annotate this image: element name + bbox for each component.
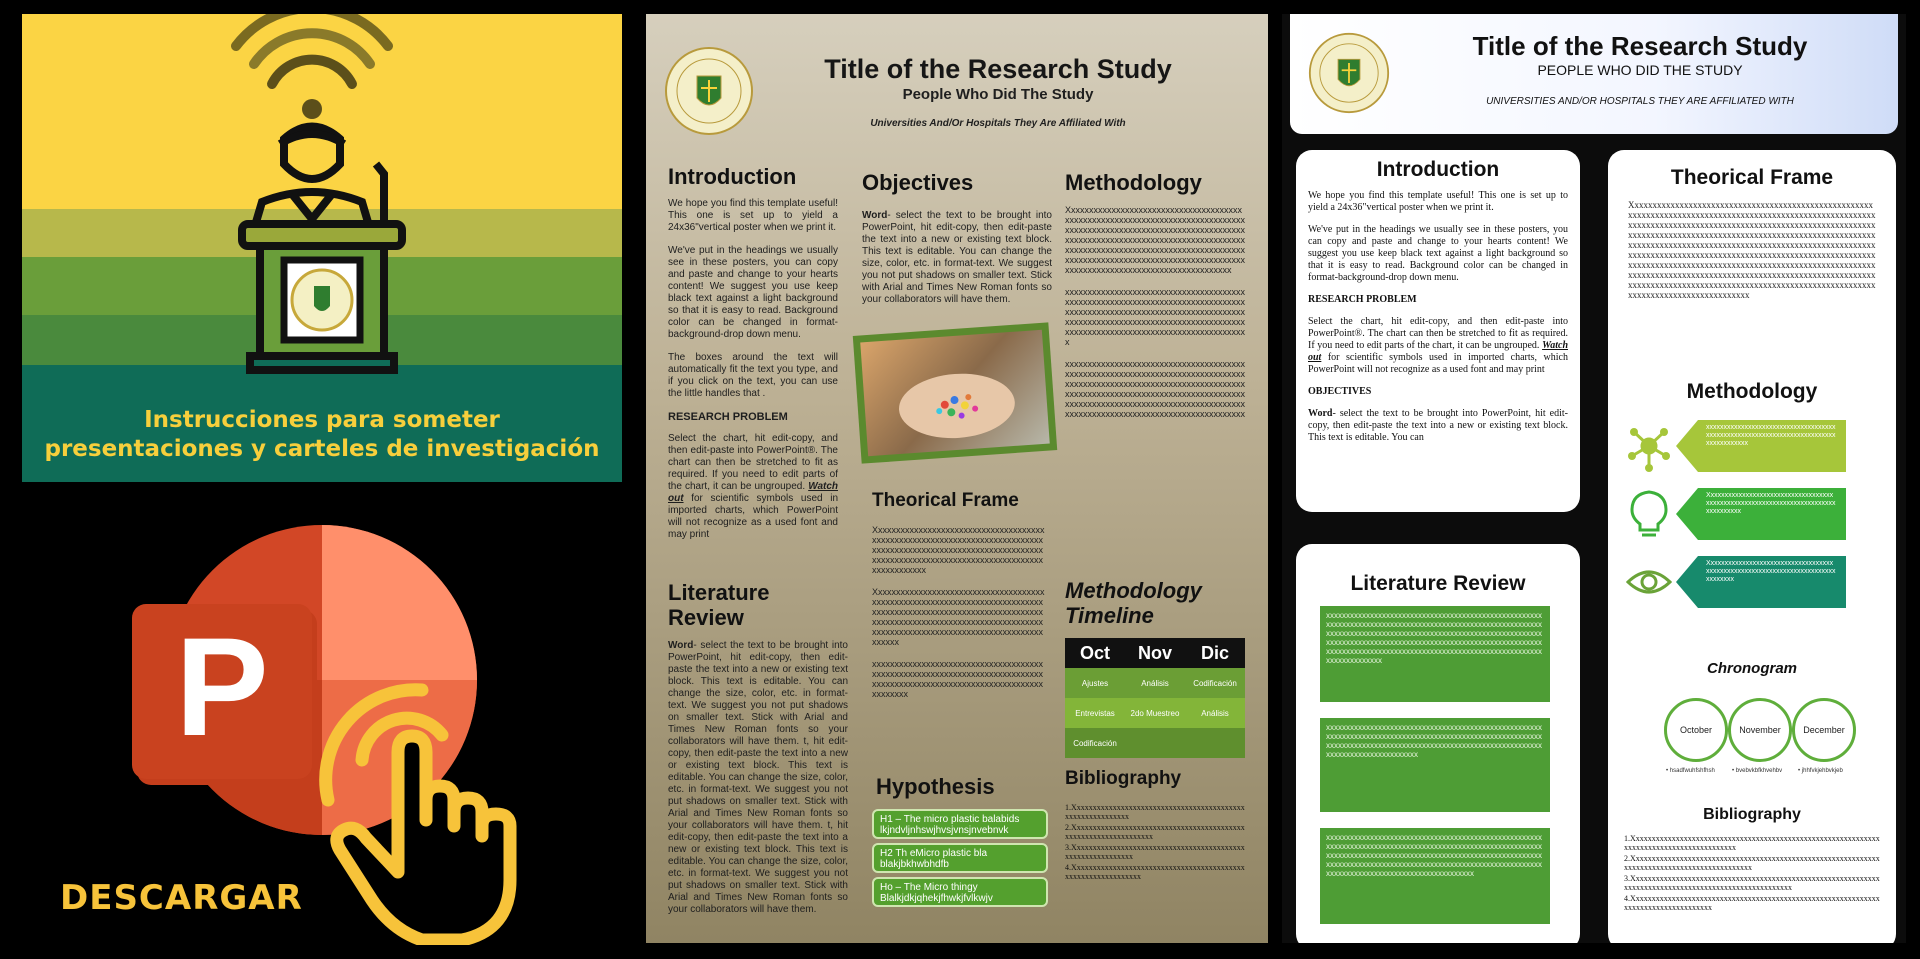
literature-word: Word (668, 640, 694, 651)
chronogram-note: • jhhfvkjehbvkjeb (1798, 768, 1843, 774)
timeline-cell: Análisis (1141, 678, 1169, 688)
university-seal-icon (664, 46, 754, 136)
bibliography-item: 2.Xxxxxxxxxxxxxxxxxxxxxxxxxxxxxxxxxxxxxxxxxxxxxxxxxxxxxxxxxxxxxxxxxxxxxxxxxxxxxxxxxxxxxxxxxxxxxx (1624, 854, 1880, 872)
methodology-x3: xxxxxxxxxxxxxxxxxxxxxxxxxxxxxxxxxxxxxxxxxxxxxxxxxxxxxxxxxxxxxxxxxxxxxxxxxxxxxxxxxxxxxxxxxxxxxxxxxxxxxxxxxxxxxxxxxxxxxxxxxxxxxxxxxxxxxxxxxxxxxxxxxxxxxxxxxxxxxxxxxxxxxxxxxxxxxxxxxxxxxxxxxxxxxxxxxxxxxxxxxxxxxxxxxxxxxxxxxxxxxxxxxxxxxxxxxxxxxxxx (1065, 359, 1245, 419)
methodology-timeline-table (1065, 638, 1245, 758)
objectives-heading: Objectives (862, 170, 974, 195)
instructions-title-line2: presentaciones y carteles de investigación (44, 436, 600, 462)
methodology-row (1626, 556, 1846, 608)
literature-box: xxxxxxxxxxxxxxxxxxxxxxxxxxxxxxxxxxxxxxxxxxxxxxxxxxxxxxxxxxxxxxxxxxxxxxxxxxxxxxxxxxxxxxxxxxxxxxxxxxxxxxxxxxxxxxxxxxxxxxxxxxxxxxxxxxxxxxxxxxxxxxxxxxxxxxxxxxxxxxxxxxxxxxxxxxxxxxxxxxxxxxxxxxxxxxxxxxxxxxxxxxxxxxxxxxxxxxxxxxxxxxxxxxxxxxxxxxxxxxxxxxxxxxxxxxxxx (1320, 828, 1550, 924)
introduction-heading: Introduction (668, 164, 797, 189)
bibliography-heading: Bibliography (1703, 806, 1801, 823)
introduction-p4: Select the chart, hit edit-copy, and then edit-paste into PowerPoint®. The chart can then be stretched to fit as required. If you need to edit parts of the chart, it can be ungrouped. (668, 433, 838, 492)
timeline-row (1065, 728, 1245, 758)
objectives-section (862, 170, 1052, 306)
hypothesis-h2: H2 Th eMicro plastic bla blakjbkhwbhdfb (872, 843, 1048, 873)
methodology-heading: Methodology (1686, 380, 1818, 403)
theorical-methodology-card (1608, 150, 1896, 943)
timeline-cell: Codificación (1073, 738, 1117, 748)
hypothesis-ho: Ho – The Micro thingy Blalkjdkjqhekjfhwkjfvlkwjv (872, 877, 1048, 907)
theorical-x3: xxxxxxxxxxxxxxxxxxxxxxxxxxxxxxxxxxxxxxxxxxxxxxxxxxxxxxxxxxxxxxxxxxxxxxxxxxxxxxxxxxxxxxxxxxxxxxxxxxxxxxxxxxxxxxxxxxxxxxxxxx (872, 659, 1043, 699)
watch-out-text: Watch out (1308, 340, 1569, 363)
objectives-word: Word (862, 210, 888, 221)
methodology-x1: Xxxxxxxxxxxxxxxxxxxxxxxxxxxxxxxxxxxxxxxxxxxxxxxxxxxxxxxxxxxxxxxxxxxxxxxxxxxxxxxxxxxxxxxxxxxxxxxxxxxxxxxxxxxxxxxxxxxxxxxxxxxxxxxxxxxxxxxxxxxxxxxxxxxxxxxxxxxxxxxxxxxxxxxxxxxxxxxxxxxxxxxxxxxxxxxxxxxxxxxxxxxxxxxxxxxxxxxxxxxxxxxxxxxxxxxxxxxxxxxxxxxxxxxxxxxxxxxxxxxxxxxxxxxxxxxxxxxx (1065, 205, 1245, 275)
poster-template-dark[interactable] (1282, 14, 1906, 943)
methodology-timeline-heading (1065, 578, 1245, 628)
objectives-text (862, 210, 1052, 306)
bibliography-list (1624, 834, 1880, 914)
literature-box: xxxxxxxxxxxxxxxxxxxxxxxxxxxxxxxxxxxxxxxxxxxxxxxxxxxxxxxxxxxxxxxxxxxxxxxxxxxxxxxxxxxxxxxxxxxxxxxxxxxxxxxxxxxxxxxxxxxxxxxxxxxxxxxxxxxxxxxxxxxxxxxxxxxxxxxxxxxxxxxxxxxxxxxxxxxxxxxxxxxxxxxxxxxxxxxxxxxxxxxxxxxxxxxxxxxxxxxxxxxxxxxxxxxxxxxxxxxxxxxxxxxxxxxxxxxxxxxxxxxxxxxxxxxxxxxxxxxxxxxxxxxx (1320, 606, 1550, 702)
timeline-cell: Ajustes (1081, 678, 1109, 688)
timeline-month: Dic (1200, 642, 1229, 663)
presenter-podium-icon (22, 14, 622, 374)
microplastics-photo (853, 322, 1057, 463)
objectives-body: - select the text to be brought into PowerPoint, hit edit-copy, then edit-paste the text into a new or existing text block. This text is editable. You can change the size, color, etc. in format-text. We suggest you not put shadows on smaller text. Stick with Arial and Times New Roman fonts so your collaborators will have them. (862, 210, 1052, 305)
poster2-people: PEOPLE WHO DID THE STUDY (1537, 62, 1743, 78)
chronogram-note: • bvebvkbfkhvehbv (1732, 768, 1783, 774)
timeline-cell: Análisis (1201, 708, 1229, 718)
introduction-p2: We've put in the headings we usually see in these posters, you can copy and paste and change to your hearts content! We suggest you use keep black text against a light background so that it is easy to read. Background color can be changed in format-background-drop down menu. (1308, 224, 1568, 283)
university-seal-icon (1308, 32, 1390, 114)
instructions-title-line1: Instrucciones para someter (144, 407, 500, 433)
instructions-title (22, 406, 622, 464)
instructions-banner[interactable] (22, 14, 622, 482)
eye-icon (1626, 556, 1672, 608)
timeline-header-row (1065, 638, 1245, 668)
literature-card (1296, 544, 1580, 943)
research-problem-heading: RESEARCH PROBLEM (1308, 294, 1417, 305)
bibliography-item: 4.Xxxxxxxxxxxxxxxxxxxxxxxxxxxxxxxxxxxxxxxxxxxxxxxxxxxxxxxxxxxxxxxxxxxxxxxxxxxxxxxxxxxx (1624, 894, 1880, 912)
literature-text (668, 640, 848, 916)
bibliography-item: 4.Xxxxxxxxxxxxxxxxxxxxxxxxxxxxxxxxxxxxxxxxxxxxxxxxxxxxxxxxxxxxxx (1065, 863, 1245, 881)
introduction-text (1296, 182, 1580, 462)
literature-heading: Literature Review (1350, 572, 1526, 595)
theorical-x1: Xxxxxxxxxxxxxxxxxxxxxxxxxxxxxxxxxxxxxxxxxxxxxxxxxxxxxxxxxxxxxxxxxxxxxxxxxxxxxxxxxxxxxxxxxxxxxxxxxxxxxxxxxxxxxxxxxxxxxxxxxxxxxxxxxxxxxxxxxxxxxxxxxxxxxxxxxxxxxxxxxxxx (872, 525, 1045, 575)
objectives-body: - select the text to be brought into PowerPoint, hit edit-copy, then edit-paste the text into a new or existing text block. This text is editable. You can (1308, 408, 1568, 443)
timeline-row (1065, 668, 1245, 698)
introduction-p3b: for scientific symbols used in imported charts, which PowerPoint will not recognize as a used font and may print (1308, 352, 1568, 375)
literature-body: - select the text to be brought into PowerPoint, hit edit-copy, then edit-paste the text into a new or existing text block. This text is editable. You can change the size, color, etc. in format-text. We suggest you not put shadows on smaller text. Stick with Arial and Times New Roman fonts so your collaborators will have them. t, hit edit-copy, then edit-paste the text into a new or existing text block. This text is editable. You can change the size, color, etc. in format-text. We suggest you not put shadows on smaller text. Stick with Arial and Times New Roman fonts so your collaborators will have them. t, hit edit-copy, then edit-paste the text into a new or existing text block. This text is editable. You can change the size, color, etc. in format-text. We suggest you not put shadows on smaller text. Stick with Arial and Times New Roman fonts so your collaborators will have them. (668, 640, 848, 915)
bibliography-item: 3.Xxxxxxxxxxxxxxxxxxxxxxxxxxxxxxxxxxxxxxxxxxxxxxxxxxxxxxxxxxxxxxxxxxxxxxxxxxxxxxxxxxxxxxxxxxxxxxxxxxxxxxxx (1624, 874, 1880, 892)
poster2-universities: UNIVERSITIES AND/OR HOSPITALS THEY ARE AFFILIATED WITH (1486, 96, 1794, 107)
watch-out-text: Watch out (668, 481, 839, 504)
literature-box: xxxxxxxxxxxxxxxxxxxxxxxxxxxxxxxxxxxxxxxxxxxxxxxxxxxxxxxxxxxxxxxxxxxxxxxxxxxxxxxxxxxxxxxxxxxxxxxxxxxxxxxxxxxxxxxxxxxxxxxxxxxxxxxxxxxxxxxxxxxxxxxxxxxxxxxxxxxxxxxxxxxxxxxxxxxxxxxxxxxxxxxxx (1320, 718, 1550, 812)
timeline-cell: Codificación (1193, 678, 1237, 688)
lightbulb-icon (1626, 488, 1672, 540)
objectives-heading: OBJECTIVES (1308, 386, 1372, 397)
bibliography-item: 2.Xxxxxxxxxxxxxxxxxxxxxxxxxxxxxxxxxxxxxxxxxxxxxxxxxxxxxxxxxxxxxxxxx (1065, 823, 1245, 841)
timeline-row (1065, 698, 1245, 728)
introduction-card (1296, 150, 1580, 512)
introduction-p1: We hope you find this template useful! This one is set up to yield a 24x36"vertical poster when we print it. (1308, 190, 1568, 213)
hands-with-microplastics-icon (860, 330, 1050, 456)
research-problem-heading: RESEARCH PROBLEM (668, 411, 788, 423)
methodology-row (1626, 420, 1846, 472)
theorical-heading: Theorical Frame (1670, 166, 1834, 189)
introduction-p3: Select the chart, hit edit-copy, and then edit-paste into PowerPoint®. The chart can then be stretched to fit as required. If you need to edit parts of the chart, it can be ungrouped. (1308, 316, 1568, 351)
literature-section (668, 580, 848, 916)
bibliography-item: 1.Xxxxxxxxxxxxxxxxxxxxxxxxxxxxxxxxxxxxxxxxxxxxxxxxxxxxxxxxxxx (1065, 803, 1245, 821)
hands-photo-image (860, 330, 1050, 456)
introduction-section (668, 164, 838, 552)
objectives-word: Word (1308, 408, 1333, 419)
hypothesis-section (872, 774, 1057, 911)
introduction-text (668, 198, 838, 541)
theorical-text: Xxxxxxxxxxxxxxxxxxxxxxxxxxxxxxxxxxxxxxxxxxxxxxxxxxxxxxxxxxxxxxxxxxxxxxxxxxxxxxxxxxxxxxxxxxxxxxxxxxxxxxxxxxxxxxxxxxxxxxxxxxxxxxxxxxxxxxxxxxxxxxxxxxxxxxxxxxxxxxxxxxxxxxxxxxxxxxxxxxxxxxxxxxxxxxxxxxxxxxxxxxxxxxxxxxxxxxxxxxxxxxxxxxxxxxxxxxxxxxxxxxxxxxxxxxxxxxxxxxxxxxxxxxxxxxxxxxxxxxxxxxxxxxxxxxxxxxxxxxxxxxxxxxxxxxxxxxxxxxxxxxxxxxxxxxxxxxxxxxxxxxxxxxxxxxxxxxxxxxxxxxxxxxxxxxxxxxxxxxxxxxxxxxxxxxxxxxxxxxxxxxxxxxxxxxxxxxxxxxxxxxxxxxxxxxxxxxxxxxxxxxxxxxxxxxxxxxxxxxxxxxxxxxxxxxxxxxxxxxxxxxxxxxxxxxxxxxxxxxxxxxxxxxxxxxxxxxxxxxxxx (1628, 200, 1876, 300)
introduction-p2: We've put in the headings we usually see in these posters, you can copy and paste and change to your hearts content! We suggest you use keep black text against a light background so that it is easy to read. Background color can be changed in format-background-drop down menu. (668, 245, 838, 340)
poster2-header (1290, 14, 1898, 134)
hypothesis-h1: H1 – The micro plastic balabids lkjndvljnhswjhvsjvnsjnvebnvk (872, 809, 1048, 839)
methodology-x2: xxxxxxxxxxxxxxxxxxxxxxxxxxxxxxxxxxxxxxxxxxxxxxxxxxxxxxxxxxxxxxxxxxxxxxxxxxxxxxxxxxxxxxxxxxxxxxxxxxxxxxxxxxxxxxxxxxxxxxxxxxxxxxxxxxxxxxxxxxxxxxxxxxxxxxxxxxxxxxxxxxxxxxxxxxxxxxxxxxxxxxxxxxxxxxxxxxxxxxxxx (1065, 287, 1245, 347)
poster1-title: Title of the Research Study (824, 54, 1172, 84)
bibliography-heading: Bibliography (1065, 768, 1182, 789)
bibliography-item: 1.Xxxxxxxxxxxxxxxxxxxxxxxxxxxxxxxxxxxxxxxxxxxxxxxxxxxxxxxxxxxxxxxxxxxxxxxxxxxxxxxxxxxxxxxxxx (1624, 834, 1880, 852)
introduction-p4b: for scientific symbols used in imported charts, which PowerPoint will not recognize as a used font and may print (668, 493, 839, 540)
bibliography-section (1065, 766, 1245, 883)
powerpoint-letter: P (175, 608, 269, 765)
timeline-month: Nov (1137, 642, 1172, 663)
methodology-row-text: Xxxxxxxxxxxxxxxxxxxxxxxxxxxxxxxxxxxxxxxxxxxxxxxxxxxxxxxxxxxxxxxxxxxxxxxxxxxxxxxxx (1706, 560, 1836, 583)
chronogram-month: November (1728, 698, 1792, 762)
theorical-x2: Xxxxxxxxxxxxxxxxxxxxxxxxxxxxxxxxxxxxxxxxxxxxxxxxxxxxxxxxxxxxxxxxxxxxxxxxxxxxxxxxxxxxxxxxxxxxxxxxxxxxxxxxxxxxxxxxxxxxxxxxxxxxxxxxxxxxxxxxxxxxxxxxxxxxxxxxxxxxxxxxxxxxxxxxxxxxxxxxxxxxxxxxxxxxxxxxxxxx (872, 587, 1045, 647)
theorical-heading: Theorical Frame (872, 490, 1019, 511)
poster-template-beige[interactable] (646, 14, 1268, 943)
introduction-heading: Introduction (1376, 158, 1500, 181)
methodology-row-text: xxxxxxxxxxxxxxxxxxxxxxxxxxxxxxxxxxxxxxxxxxxxxxxxxxxxxxxxxxxxxxxxxxxxxxxxxxxxxxxxxxxxxx (1706, 424, 1836, 447)
network-icon (1626, 420, 1672, 472)
methodology-section (1065, 170, 1245, 431)
chronogram-month: December (1792, 698, 1856, 762)
timeline-cell: Entrevistas (1075, 708, 1115, 718)
theorical-section (872, 488, 1047, 711)
theorical-text (872, 525, 1047, 699)
timeline-heading-line1: Methodology (1065, 578, 1202, 603)
poster1-universities: Universities And/Or Hospitals They Are Affiliated With (870, 118, 1126, 129)
poster2-title: Title of the Research Study (1472, 31, 1808, 61)
timeline-cell: 2do Muestreo (1130, 708, 1180, 718)
chronogram-month: October (1664, 698, 1728, 762)
poster1-people: People Who Did The Study (902, 86, 1094, 103)
chronogram-note: • hsadfwuhfshfhsh (1666, 768, 1715, 774)
timeline-heading-line2: Timeline (1065, 603, 1154, 628)
methodology-text (1065, 205, 1245, 419)
hypothesis-heading: Hypothesis (876, 774, 995, 799)
methodology-heading: Methodology (1065, 170, 1202, 195)
literature-heading: Literature Review (668, 580, 770, 630)
bibliography-item: 3.Xxxxxxxxxxxxxxxxxxxxxxxxxxxxxxxxxxxxxxxxxxxxxxxxxxxxxxxxxxxx (1065, 843, 1245, 861)
hypothesis-list (872, 809, 1057, 907)
introduction-p1: We hope you find this template useful! This one is set up to yield a 24x36"vertical poster when we print it. (668, 198, 838, 233)
methodology-row (1626, 488, 1846, 540)
methodology-row-text: Xxxxxxxxxxxxxxxxxxxxxxxxxxxxxxxxxxxxxxxxxxxxxxxxxxxxxxxxxxxxxxxxxxxxxxxxxxxxxxxxxxx (1706, 492, 1836, 515)
introduction-p3: The boxes around the text will automatically fit the text you type, and if you click on the text, you can use the little handles that . (668, 352, 838, 399)
chronogram-heading: Chronogram (1707, 660, 1797, 677)
download-label: DESCARGAR (60, 878, 303, 918)
bibliography-list (1065, 803, 1245, 881)
timeline-month: Oct (1079, 642, 1110, 663)
download-button[interactable] (22, 500, 622, 945)
